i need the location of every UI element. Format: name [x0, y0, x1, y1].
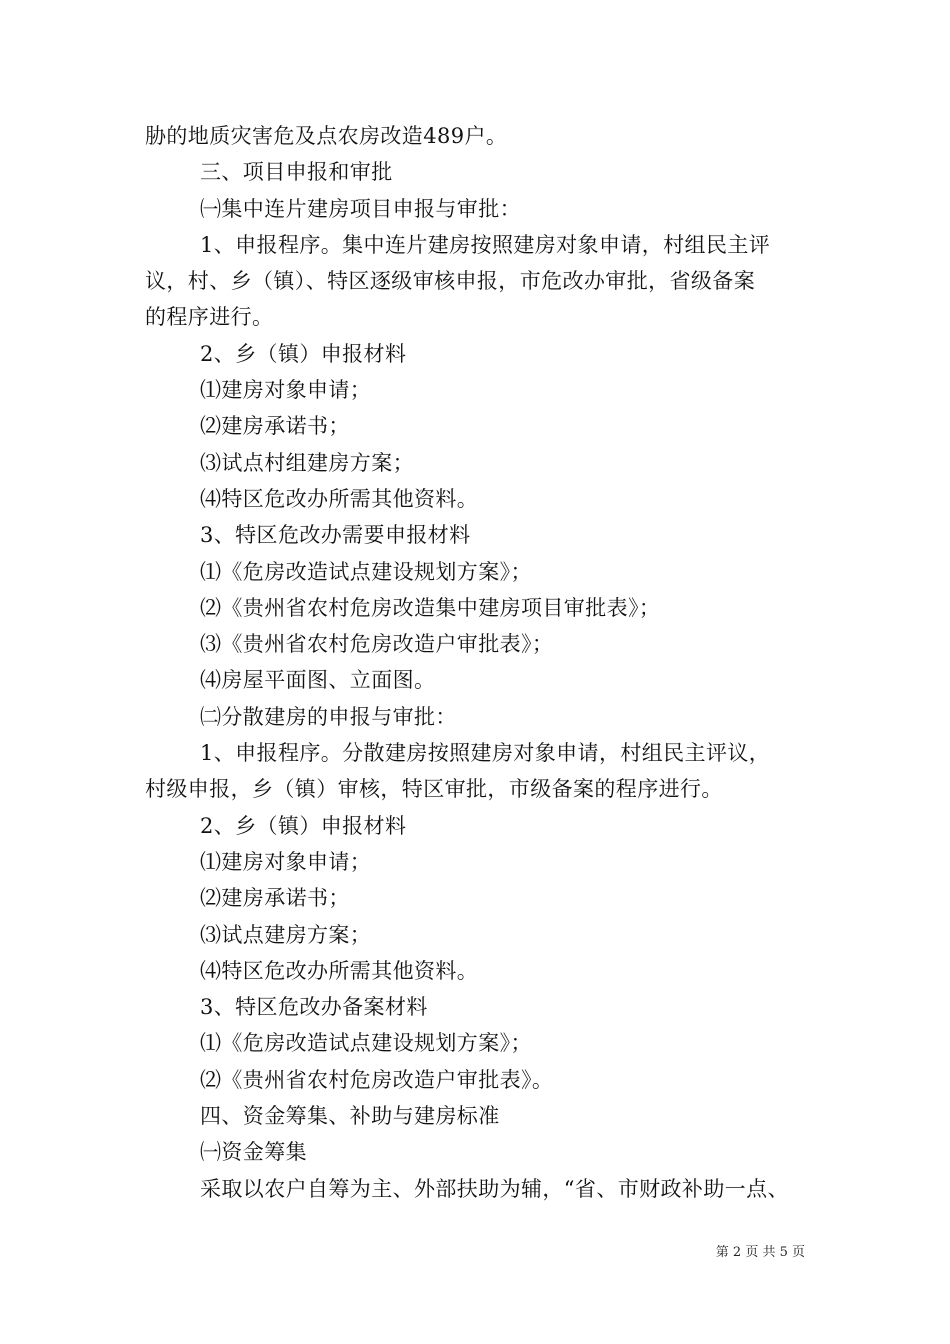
text-line: 村级申报，乡（镇）审核，特区审批，市级备案的程序进行。	[145, 777, 723, 802]
text-line: ㈠资金筹集	[200, 1140, 307, 1165]
text-line: 1、申报程序。分散建房按照建房对象申请，村组民主评议，	[200, 741, 771, 766]
text-line: 三、项目申报和审批	[200, 160, 393, 185]
text-line: 议，村、乡（镇）、特区逐级审核申报，市危改办审批，省级备案	[145, 269, 756, 294]
text-line: ⑵建房承诺书；	[200, 414, 350, 439]
text-line: ⑵《贵州省农村危房改造集中建房项目审批表》；	[200, 595, 661, 620]
text-line: 2、乡（镇）申报材料	[200, 341, 407, 366]
text-line: 2、乡（镇）申报材料	[200, 813, 407, 838]
text-line: 胁的地质灾害危及点农房改造489户。	[145, 124, 508, 148]
text-line: 3、特区危改办需要申报材料	[200, 523, 471, 548]
text-line: ⑵《贵州省农村危房改造户审批表》。	[200, 1067, 554, 1092]
text-line: ⑴建房对象申请；	[200, 849, 372, 874]
page-number-footer: 第 2 页 共 5 页	[715, 1245, 805, 1260]
document-body	[145, 118, 835, 1207]
text-line: 的程序进行。	[145, 305, 274, 330]
text-line: 采取以农户自筹为主、外部扶助为辅，“省、市财政补助一点、	[200, 1176, 789, 1201]
text-line: ⑴建房对象申请；	[200, 378, 372, 403]
text-line: ⑷特区危改办所需其他资料。	[200, 486, 479, 511]
text-line: ⑶《贵州省农村危房改造户审批表》；	[200, 632, 554, 657]
text-line: 3、特区危改办备案材料	[200, 995, 428, 1020]
text-line: 四、资金筹集、补助与建房标准	[200, 1104, 500, 1129]
text-line: ⑷特区危改办所需其他资料。	[200, 958, 479, 983]
text-line: ㈡分散建房的申报与审批：	[200, 704, 457, 729]
text-line: ⑴《危房改造试点建设规划方案》；	[200, 1031, 532, 1056]
text-line: 1、申报程序。集中连片建房按照建房对象申请，村组民主评	[200, 232, 771, 257]
text-line: ⑶试点建房方案；	[200, 922, 372, 947]
text-line: ⑷房屋平面图、立面图。	[200, 668, 436, 693]
text-line: ⑵建房承诺书；	[200, 886, 350, 911]
text-line: ㈠集中连片建房项目申报与审批：	[200, 196, 521, 221]
text-line: ⑴《危房改造试点建设规划方案》；	[200, 559, 532, 584]
text-line: ⑶试点村组建房方案；	[200, 450, 414, 475]
